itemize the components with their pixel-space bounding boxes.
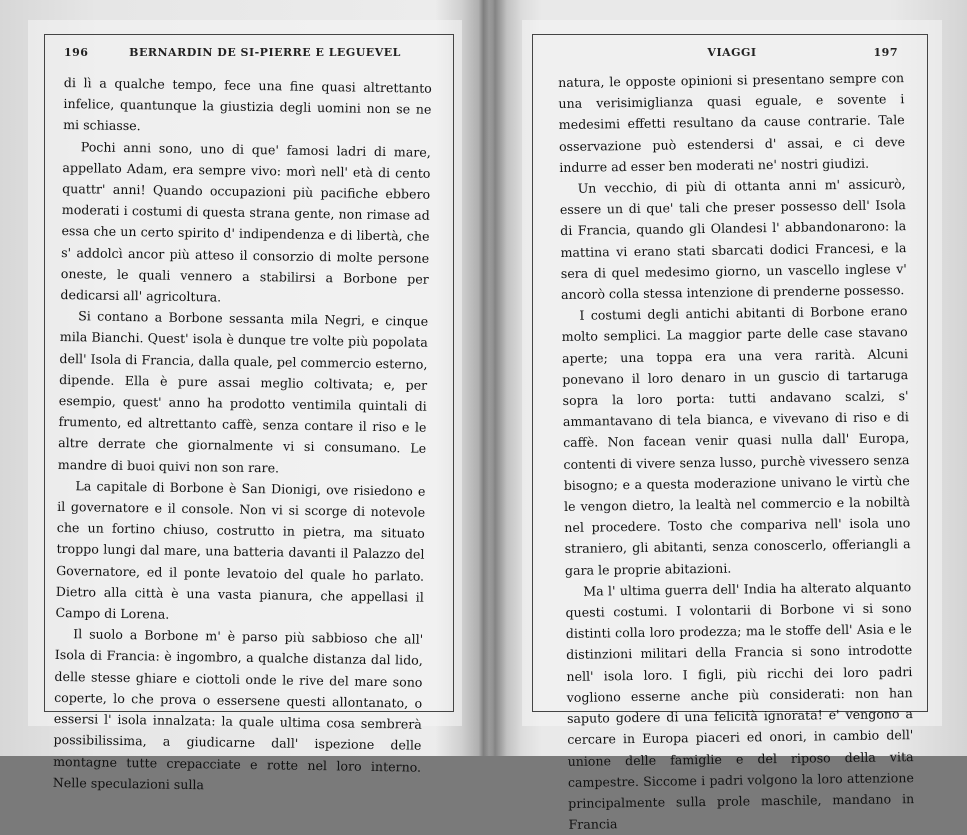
right-paragraph: natura, le opposte opinioni si presentano sempre con una verisimiglianza quasi eguale, e sovente i medesimi effetti resultano da cause contrarie. Tale osservazione può estendersi d' assai, e ci deve indurre ad esser ben moderati ne' nostri giudizi. (558, 70, 906, 175)
right-page-body (558, 67, 915, 835)
right-running-head: VIAGGI (707, 46, 757, 59)
left-page-number: 196 (64, 46, 89, 59)
right-paragraph: Un vecchio, di più di ottanta anni m' assicurò, essere un di que' tali che preser possesso dell' Isola di Francia, quando gli Olandesi l' abbandonarono: la mattina vi erano stati sbarcati dodici Francesi, e la sera di quel medesimo giorno, un vascello inglese v' ancorò colla stessa intenzione di prenderne possesso. (559, 176, 907, 303)
book-gutter (462, 0, 522, 756)
left-paragraph: Il suolo a Borbone m' è parso più sabbioso che all' Isola di Francia: è ingombro, a qualche distanza dal lido, delle stesse ghiare e ciottoli onde le rive del mare sono coperte, lo che prova o essersene questi allontanato, o essersi l' isola innalzata: la quale ultima cosa sembrerà possibilissima, a giudicarne dall' ispezione delle montagne tutte crepacciate e rotte nel loro interno. Nelle speculazioni sulla (52, 626, 424, 792)
left-paragraph: La capitale di Borbone è San Dionigi, ove risiedono e il governatore e il console. Non vi si scorge di notevole che un fortino chiuso, costrutto in pietra, ma situato troppo lungi dal mare, una batteria davanti il Palazzo del Governatore, ed il ponte levatoio del quale ho parlato. Dietro alla città è una vasta pianura, che appellasi il Campo di Lorena. (55, 478, 426, 622)
left-paragraph: di lì a qualche tempo, fece una fine quasi altrettanto infelice, quantunque la giustizia degli uomini non se ne mi schiasse. (63, 74, 432, 134)
left-running-head: BERNARDIN DE SI-PIERRE E LEGUEVEL (129, 46, 401, 59)
left-page-body (53, 72, 432, 799)
right-page (522, 20, 942, 833)
left-page (28, 20, 462, 792)
right-paragraph: Ma l' ultima guerra dell' India ha alterato alquanto questi costumi. I volontarii di Borbone vi si sono distinti colla loro prodezza; ma le stoffe dell' Asia e le distinzioni militari della Francia si sono introdotte nell' isola loro. I figli, più ricchi dei loro padri vogliono esserne anche più considerati: non han saputo godere di una felicità ignorata! e' vengono a cercare in Europa piaceri ed onori, in cambio dell' unione delle famiglie e del riposo della vita campestre. Siccome i padri volgono la loro attenzione principalmente sulla prole maschile, mandano in Francia (565, 578, 915, 833)
left-paragraph: Si contano a Borbone sessanta mila Negri, e cinque mila Bianchi. Quest' isola è dunque tre volte più popolata dell' Isola di Francia, dalla quale, pel commercio esterno, dipende. Ella è pure assai meglio coltivata; e, per esempio, quest' anno ha prodotto ventimila quintali di frumento, ed altrettanto caffè, senza contare il riso e le altre derrate che giornalmente vi si consumano. Le mandre di buoi quivi non son rare. (57, 308, 429, 476)
left-paragraph: Pochi anni sono, uno di que' famosi ladri di mare, appellato Adam, era sempre vivo: morì nell' età di cento quattr' anni! Quando occupazioni più pacifiche ebbero moderati i costumi di questa strana gente, non rimase ad essa che un certo spirito d' indipendenza e di libertà, che s' addolcì ancor più atteso il consorzio di molte persone oneste, le quali vennero a stabilirsi a Borbone per dedicarsi all' agricoltura. (60, 138, 431, 305)
right-page-number: 197 (873, 46, 898, 59)
right-paragraph: I costumi degli antichi abitanti di Borbone erano molto semplici. La maggior parte delle case stavano aperte; una toppa era una vera rarità. Alcuni ponevano il loro denaro in un guscio di tartaruga sopra la loro porta: tutti andavano scalzi, s' ammantavano di tela bianca, e vivevano di riso e di caffè. Non facean venir quasi nulla dall' Europa, contenti di vivere senza lusso, purchè vivessero senza bisogno; e a questa moderazione univano le virtù che le vengon dietro, la lealtà nel commercio e la nobiltà nel procedere. Tosto che compariva nell' isola uno straniero, gli abitanti, senza conoscerlo, offeriangli a gara le proprie abitazioni. (561, 303, 911, 578)
left-page-header (28, 46, 462, 64)
right-page-header (522, 46, 942, 64)
